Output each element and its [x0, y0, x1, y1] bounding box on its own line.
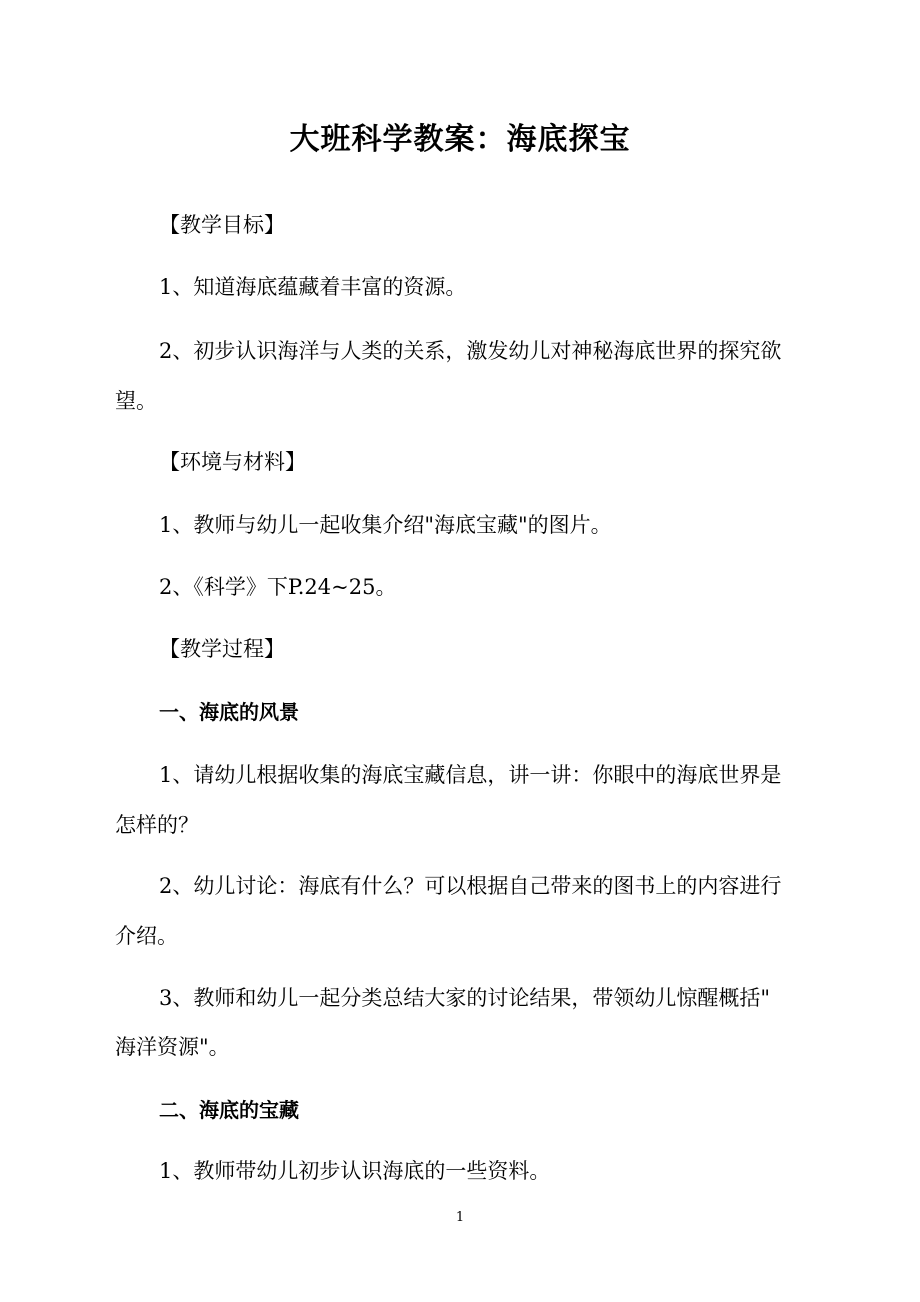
- part-1-step-2-line-2: 介绍。: [115, 924, 178, 948]
- materials-heading: 【环境与材料】: [159, 450, 306, 474]
- objective-1: 1、知道海底蕴藏着丰富的资源。: [159, 275, 467, 299]
- part-1-heading: 一、海底的风景: [159, 700, 299, 724]
- objectives-heading: 【教学目标】: [159, 213, 285, 237]
- part-1-step-2-line-1: 2、幼儿讨论：海底有什么？可以根据自己带来的图书上的内容进行: [159, 874, 782, 898]
- process-heading: 【教学过程】: [159, 637, 285, 661]
- material-1: 1、教师与幼儿一起收集介绍"海底宝藏"的图片。: [159, 513, 612, 537]
- page-number: 1: [455, 1210, 465, 1225]
- part-2-step-1: 1、教师带幼儿初步认识海底的一些资料。: [159, 1159, 551, 1183]
- part-2-heading: 二、海底的宝藏: [159, 1098, 299, 1122]
- material-2: 2、《科学》下P.24~25。: [159, 575, 397, 599]
- part-1-step-1-line-1: 1、请幼儿根据收集的海底宝藏信息，讲一讲：你眼中的海底世界是: [159, 763, 782, 787]
- part-1-step-3-line-2: 海洋资源"。: [115, 1035, 230, 1059]
- page-title: 大班科学教案：海底探宝: [289, 122, 631, 157]
- part-1-step-3-line-1: 3、教师和幼儿一起分类总结大家的讨论结果，带领幼儿惊醒概括": [159, 986, 771, 1010]
- objective-2-line-2: 望。: [115, 389, 157, 413]
- part-1-step-1-line-2: 怎样的？: [115, 813, 199, 837]
- objective-2-line-1: 2、初步认识海洋与人类的关系，激发幼儿对神秘海底世界的探究欲: [159, 339, 782, 363]
